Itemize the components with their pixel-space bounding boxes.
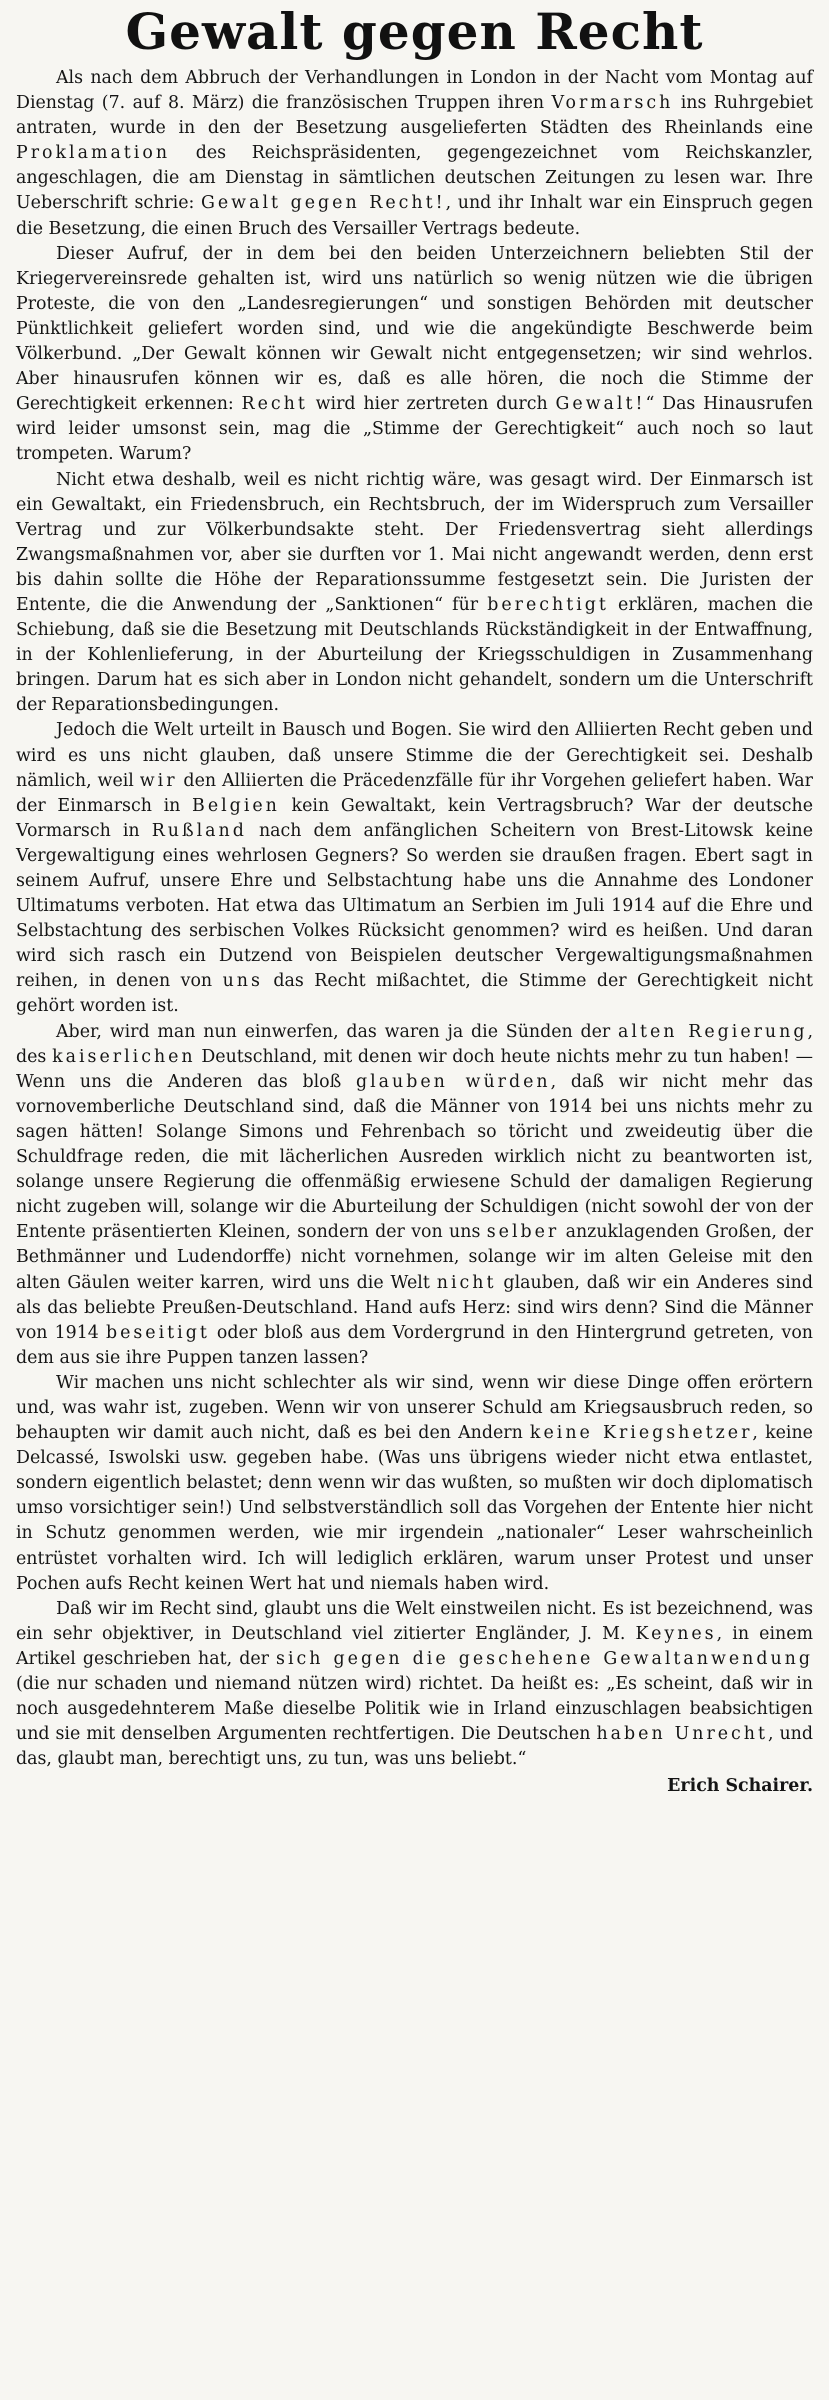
emphasized-text: Rußland [151,820,247,841]
emphasized-text: Proklamation [16,143,171,164]
emphasized-text: nicht [436,1272,497,1293]
text-run: Als nach dem Abbruch der Verhandlungen in London in der Nacht vom Montag auf Dienstag (7. auf 8. März) die französischen Truppen ihren [16,68,813,114]
text-run: erklären, machen die Schiebung, daß sie die Besetzung mit Deutschlands Rückständigkeit in der Entwaffnung, in der Kohlenlieferung, in der Aburteilung der Kriegsschuldigen in Zusammenhang bringen. Darum hat es sich aber in London nicht gehandelt, sondern um die Unterschrift der Reparationsbedingungen. [16,594,813,716]
emphasized-text: Gewalt gegen Recht! [201,193,446,214]
emphasized-text: wir [139,770,178,791]
emphasized-text: Recht [241,394,308,415]
article-body [16,66,813,1772]
text-run: Wir machen uns nicht schlechter als wir sind, wenn wir diese Dinge offen erörtern und, was wahr ist, zugeben. Wenn wir von unserer Schuld am Kriegsausbruch reden, so behaupten wir damit auch nicht, daß es bei den Andern [16,1372,813,1444]
emphasized-text: selber [486,1222,560,1243]
emphasized-text: haben Unrecht [596,1724,768,1745]
emphasized-text: keine Kriegshetzer [529,1423,753,1444]
emphasized-text: berechtigt [487,594,609,615]
emphasized-text: Belgien [192,795,280,816]
article-paragraph [16,1597,813,1773]
text-run: nach dem anfänglichen Scheitern von Brest-Litowsk keine Vergewaltigung eines wehrlosen Gegners? So werden sie draußen fragen. Ebert sagt in seinem Aufruf, unsere Ehre und Selbstachtung habe uns die Annahme des Londoner Ultimatums verboten. Hat etwa das Ultimatum an Serbien im Juli 1914 auf die Ehre und Selbstachtung des serbischen Volkes Rücksicht genommen? wird es heißen. Und daran wird sich rasch ein Dutzend von Beispielen deutscher Vergewaltigungsmaßnahmen reihen, in denen von [16,820,813,992]
article-title: Gewalt gegen Recht [125,2,704,61]
text-run: , daß wir nicht mehr das vornovemberliche Deutschland sind, daß die Männer von 1914 bei uns nichts mehr zu sagen hätten! Solange Simons und Fehrenbach so töricht und zweideutig über die Schuldfrage reden, die mit lächerlichen Ausreden wirklich nicht zu beantworten ist, solange unsere Regierung die offenmäßig erwiesene Schuld der damaligen Regierung nicht zugeben will, solange wir die Aburteilung der Schuldigen (nicht sowohl der von der Entente präsentierten Kleinen, sondern der von uns [16,1071,813,1243]
text-run: anzuklagenden Großen, der Bethmänner und Ludendorffe) nicht vornehmen, solange wir im alten Geleise mit den alten Gäulen weiter karren, wird uns die Welt [16,1222,814,1293]
article-paragraph [16,1371,813,1597]
article-paragraph [16,468,813,719]
text-run: des Reichspräsidenten, gegengezeichnet vom Reichskanzler, angeschlagen, die am Dienstag in sämtlichen deutschen Zeitungen zu lesen war. Ihre Ueberschrift schrie: [16,143,813,214]
text-run: wird hier zertreten durch [307,394,556,415]
emphasized-text: sich gegen die geschehene Gewaltanwendung [276,1648,813,1669]
text-run: oder bloß aus dem Vordergrund in den Hintergrund getreten, von dem aus sie ihre Puppen tanzen lassen? [16,1322,813,1368]
article-paragraph [16,1020,813,1371]
article-paragraph [16,718,813,1019]
emphasized-text: alten Regierung [618,1021,808,1042]
text-run: , und ihr Inhalt war ein Einspruch gegen die Besetzung, die einen Bruch des Versailler Vertrags bedeute. [16,193,813,239]
article-paragraph [16,242,813,468]
text-run: Daß wir im Recht sind, glaubt uns die Welt einstweilen nicht. Es ist bezeichnend, was ein sehr objektiver, in Deutschland viel zitierter Engländer, J. M. [16,1598,813,1644]
text-run: , und das, glaubt man, berechtigt uns, zu tun, was uns beliebt.“ [16,1724,813,1770]
text-run: “ Das Hinausrufen wird leider umsonst sein, mag die „Stimme der Gerechtigkeit“ auch noch so laut trompeten. Warum? [16,394,814,465]
text-run: glauben, daß wir ein Anderes sind als das beliebte Preußen-Deutschland. Hand aufs Herz: sind wirs denn? Sind die Männer von 1914 [16,1272,813,1343]
text-run: Aber, wird man nun einwerfen, das waren ja die Sünden der [56,1021,619,1042]
text-run: das Recht mißachtet, die Stimme der Gerechtigkeit nicht gehört worden ist. [16,971,813,1017]
text-run: Nicht etwa deshalb, weil es nicht richtig wäre, was gesagt wird. Der Einmarsch ist ein Gewaltakt, ein Friedensbruch, ein Rechtsbruch, der im Widerspruch zum Versailler Vertrag und zur Völkerbundsakte steht. Der Friedensvertrag sieht allerdings Zwangsmaßnahmen vor, aber sie durften vor 1. Mai nicht angewandt werden, denn erst bis dahin sollte die Höhe der Reparationssumme festgesetzt sein. Die Juristen der Entente, die die Anwendung der „Sanktionen“ für [16,469,813,615]
emphasized-text: uns [222,971,263,992]
text-run: den Alliierten die Präcedenzfälle für ihr Vorgehen geliefert haben. War der Einmarsch in [16,770,813,816]
text-run: kein Gewaltakt, kein Vertragsbruch? War der deutsche Vormarsch in [16,795,814,841]
text-run: , des [16,1021,813,1067]
emphasized-text: glauben würden [355,1071,551,1092]
text-run: ins Ruhrgebiet antraten, wurde in den der Besetzung ausgelieferten Städten des Rheinlands eine [16,93,813,139]
text-run: (die nur schaden und niemand nützen wird) richtet. Da heißt es: „Es scheint, daß wir in noch ausgedehnterem Maße dieselbe Politik wie in Irland einzuschlagen beabsichtigen und sie mit denselben Argumenten rechtfertigen. Die Deutschen [16,1674,813,1745]
author-signature: Erich Schairer. [667,1776,813,1797]
emphasized-text: Vormarsch [551,93,674,114]
text-run: Jedoch die Welt urteilt in Bausch und Bogen. Sie wird den Alliierten Recht geben und wird es uns nicht glauben, daß unsere Stimme die der Gerechtigkeit sei. Deshalb nämlich, weil [16,720,813,791]
text-run: Dieser Aufruf, der in dem bei den beiden Unterzeichnern beliebten Stil der Kriegervereinsrede gehalten ist, wird uns natürlich so wenig nützen wie die übrigen Proteste, die von den „Landesregierungen“ und sonstigen Behörden mit deutscher Pünktlichkeit geliefert worden sind, und wie die angekündigte Beschwerde beim Völkerbund. „Der Gewalt können wir Gewalt nicht entgegensetzen; wir sind wehrlos. Aber hinausrufen können wir es, daß es alle hören, die noch die Stimme der Gerechtigkeit erkennen: [16,243,813,415]
text-run: , keine Delcassé, Iswolski usw. gegeben habe. (Was uns übrigens wieder nicht etwa entlastet, sondern eigentlich belastet; denn wenn wir das wußten, so mußten wir doch diplomatisch umso vorsichtiger sein!) Und selbstverständlich soll das Vorgehen der Entente hier nicht in Schutz genommen werden, wie mir irgendein „nationaler“ Leser wahrscheinlich entrüstet vorhalten wird. Ich will lediglich erklären, warum unser Protest und unser Pochen aufs Recht keinen Wert hat und niemals haben wird. [16,1423,813,1594]
emphasized-text: Keynes [635,1623,717,1644]
article-paragraph [16,66,813,242]
emphasized-text: kaiserlichen [52,1046,196,1067]
emphasized-text: beseitigt [105,1322,210,1343]
emphasized-text: Gewalt! [555,394,646,415]
text-run: , in einem Artikel geschrieben hat, der [16,1623,813,1669]
text-run: Deutschland, mit denen wir doch heute nichts mehr zu tun haben! — Wenn uns die Anderen das bloß [16,1046,813,1092]
